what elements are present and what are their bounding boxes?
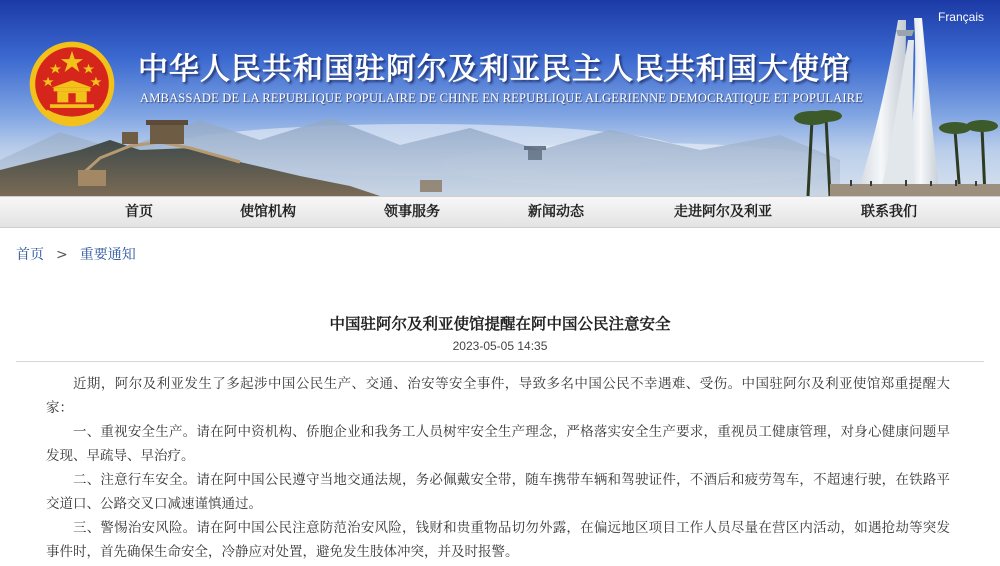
national-emblem-icon <box>26 38 118 130</box>
article-date: 2023-05-05 14:35 <box>452 339 548 353</box>
nav-item-news[interactable]: 新闻动态 <box>528 204 584 220</box>
site-title-french: AMBASSADE DE LA REPUBLIQUE POPULAIRE DE CHINE EN REPUBLIQUE ALGERIENNE DEMOCRATIQUE ET POPULAIRE <box>140 91 864 105</box>
article-paragraph: 三、警惕治安风险。请在阿中国公民注意防范治安风险，钱财和贵重物品切勿外露，在偏远地区项目工作人员尽量在营区内活动，如遇抢劫等突发事件时，首先确保生命安全，冷静应对处置，避免发生肢体冲突，并及时报警。 <box>46 520 950 560</box>
title-divider <box>16 361 984 362</box>
header-banner <box>0 0 1000 196</box>
nav-item-home[interactable]: 首页 <box>125 204 153 220</box>
breadcrumb-current-link[interactable]: 重要通知 <box>79 247 136 263</box>
breadcrumb-separator: > <box>56 247 68 263</box>
article-paragraph: 一、重视安全生产。请在阿中资机构、侨胞企业和我务工人员树牢安全生产理念，严格落实安全生产要求，重视员工健康管理，对身心健康问题早发现、早疏导、早治疗。 <box>46 424 950 464</box>
article-title: 中国驻阿尔及利亚使馆提醒在阿中国公民注意安全 <box>329 315 671 333</box>
breadcrumb <box>16 244 136 264</box>
article-paragraph: 近期，阿尔及利亚发生了多起涉中国公民生产、交通、治安等安全事件，导致多名中国公民不幸遇难、受伤。中国驻阿尔及利亚使馆郑重提醒大家： <box>46 376 950 416</box>
nav-item-contact-us[interactable]: 联系我们 <box>861 204 917 220</box>
site-title-chinese: 中华人民共和国驻阿尔及利亚民主人民共和国大使馆 <box>138 52 851 87</box>
nav-item-consular-services[interactable]: 领事服务 <box>384 204 440 220</box>
article-body <box>46 372 950 564</box>
nav-item-about-algeria[interactable]: 走进阿尔及利亚 <box>674 204 772 220</box>
breadcrumb-home-link[interactable]: 首页 <box>16 247 44 263</box>
article-paragraph: 二、注意行车安全。请在阿中国公民遵守当地交通法规，务必佩戴安全带，随车携带车辆和驾驶证件，不酒后和疲劳驾车，不超速行驶，在铁路平交道口、公路交叉口减速谨慎通过。 <box>46 472 950 512</box>
language-switch-link[interactable]: Français <box>937 10 984 24</box>
nav-item-embassy-organization[interactable]: 使馆机构 <box>240 204 296 220</box>
main-nav <box>0 196 1000 228</box>
